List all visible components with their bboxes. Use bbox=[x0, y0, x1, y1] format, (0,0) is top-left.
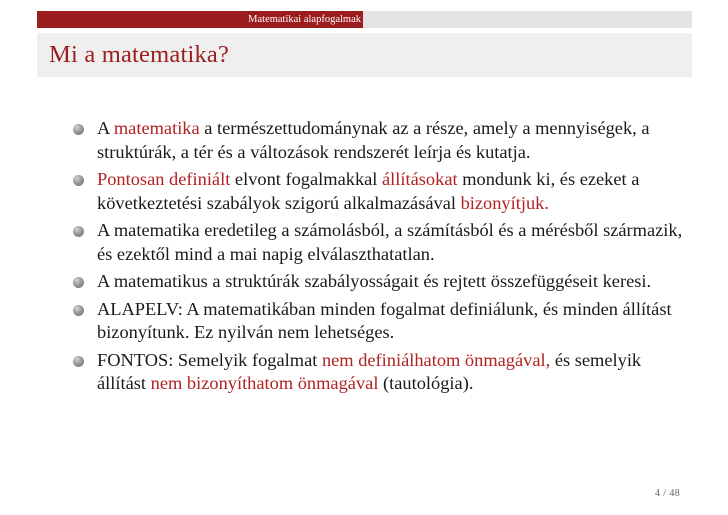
frame-title-bar bbox=[37, 33, 692, 77]
bullet-text: elvont fogalmakkal bbox=[230, 169, 383, 189]
bullet-text: ALAPELV: A matematikában minden fogalmat definiálunk, és minden állítást bizonyítunk. Ez nyilván nem lehetséges. bbox=[97, 298, 672, 342]
headline-bar bbox=[37, 11, 692, 28]
bullet-text: A bbox=[97, 118, 114, 138]
bullet-icon bbox=[73, 356, 84, 367]
bullet-item bbox=[65, 117, 685, 164]
page-number: 4 / 48 bbox=[655, 488, 681, 499]
bullet-item bbox=[65, 298, 685, 345]
bullet-text: mondunk ki, és ezeket a következtetési szabályok szigorú alkalmazásával bbox=[97, 169, 640, 213]
bullet-text: A matematika eredetileg a számolásból, a számításból és a mérésből származik, és ezektől mind a mai napig elválaszthatatlan. bbox=[97, 220, 683, 264]
bullet-list bbox=[65, 117, 685, 400]
bullet-icon bbox=[73, 277, 84, 288]
bullet-item bbox=[65, 219, 685, 266]
highlighted-text: Pontosan definiált bbox=[97, 169, 231, 189]
highlighted-text: nem bizonyíthatom önmagával bbox=[150, 373, 379, 393]
bullet-text: FONTOS: Semelyik fogalmat bbox=[97, 349, 322, 370]
bullet-icon bbox=[73, 305, 84, 316]
highlighted-text: nem definiálhatom önmagával, bbox=[321, 349, 551, 370]
bullet-item bbox=[65, 168, 685, 215]
headline-filler bbox=[363, 11, 692, 28]
bullet-icon bbox=[73, 124, 84, 135]
bullet-text: a természettudománynak az a része, amely a mennyiségek, a struktúrák, a tér és a változások rendszerét leírja és kutatja. bbox=[97, 118, 650, 162]
section-title: Matematikai alapfogalmak bbox=[37, 11, 363, 28]
bullet-icon bbox=[73, 175, 84, 186]
highlighted-text: állításokat bbox=[382, 169, 458, 189]
bullet-icon bbox=[73, 226, 84, 237]
bullet-item bbox=[65, 349, 685, 396]
bullet-text: A matematikus a struktúrák szabályosságait és rejtett összefüggéseit keresi. bbox=[97, 271, 652, 291]
highlighted-text: bizonyítjuk. bbox=[460, 192, 549, 213]
bullet-text: és semelyik állítást bbox=[97, 349, 642, 393]
bullet-item bbox=[65, 270, 685, 294]
bullet-text: (tautológia). bbox=[378, 373, 474, 393]
slide-title: Mi a matematika? bbox=[49, 41, 230, 68]
highlighted-text: matematika bbox=[113, 118, 200, 138]
